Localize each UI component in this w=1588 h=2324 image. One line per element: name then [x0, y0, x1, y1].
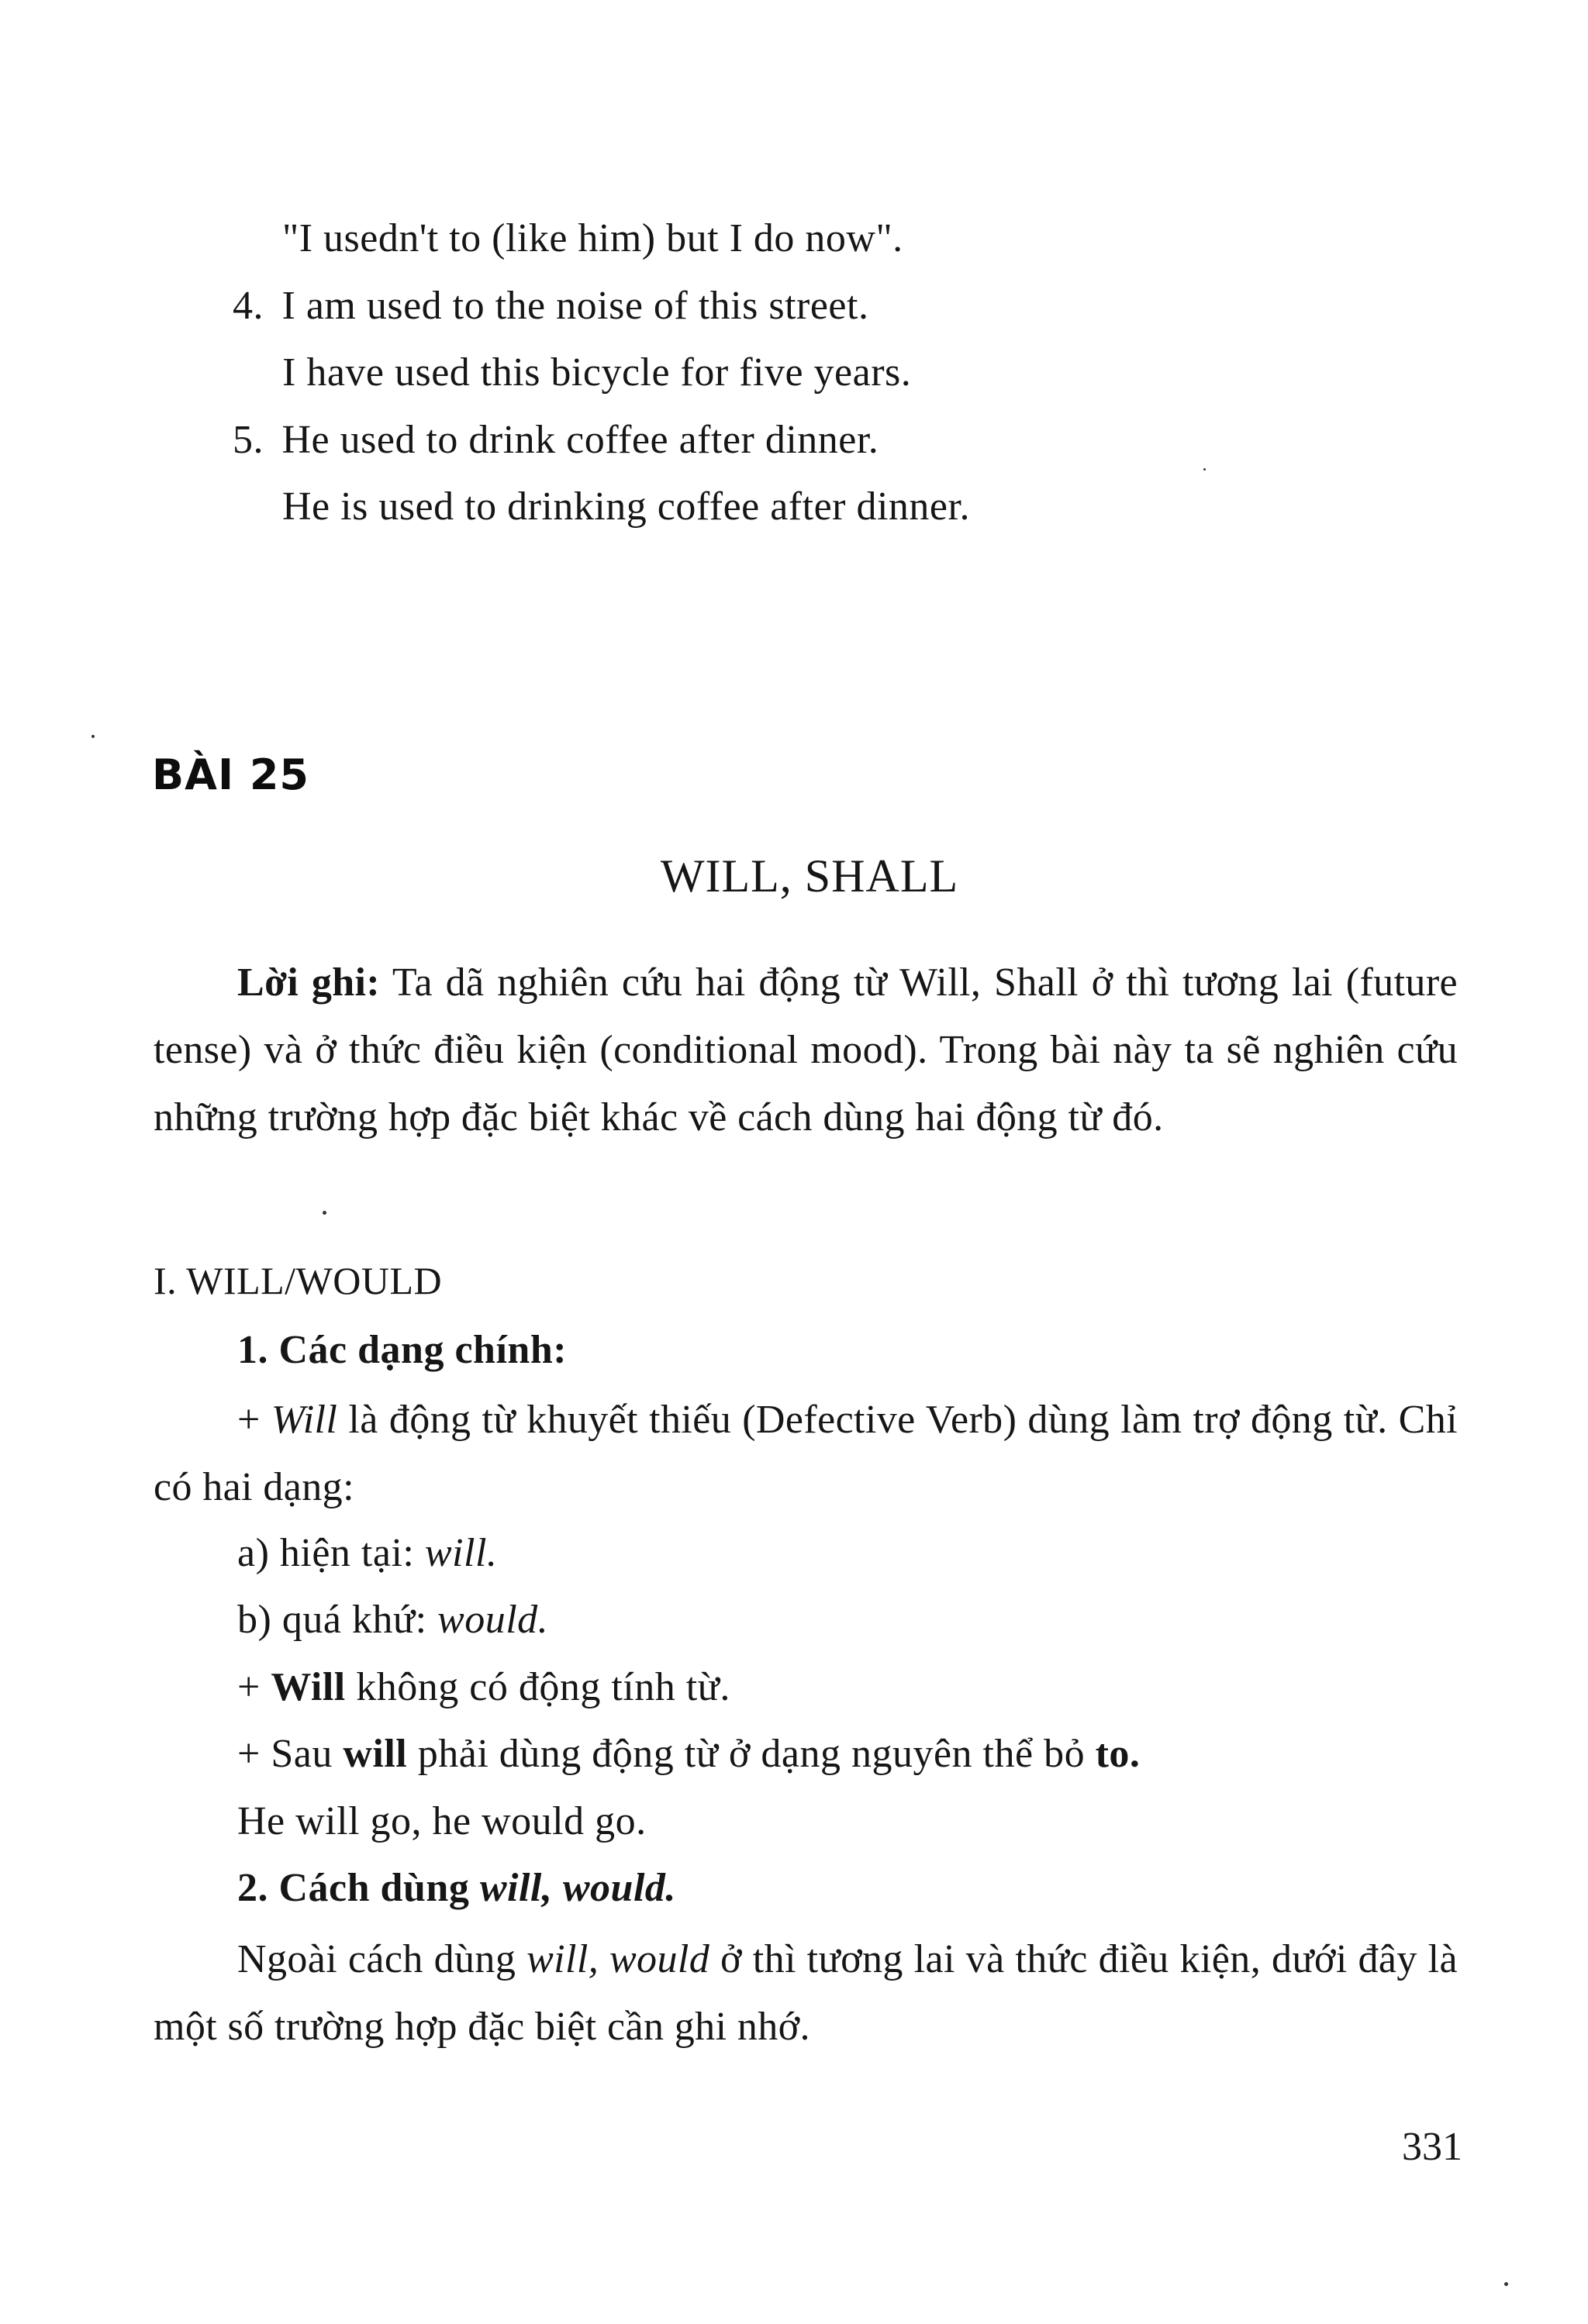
list-item-5-continuation: He is used to drinking coffee after dinner. — [282, 484, 970, 529]
paragraph-text: ở thì tương lai và thức điều kiện, dưới đây là một số trường hợp đặc biệt cần ghi nhớ. — [154, 1937, 1458, 2049]
scan-speck — [1203, 468, 1206, 471]
list-number: 5. — [233, 418, 264, 462]
list-text: I am used to the noise of this street. — [281, 284, 869, 328]
section-heading: I. WILL/WOULD — [154, 1259, 443, 1302]
form-past — [237, 1597, 548, 1643]
example-sentence: He will go, he would go. — [237, 1799, 647, 1843]
plus-sign: + — [237, 1398, 261, 1442]
plus-sign: + — [237, 1665, 261, 1709]
scan-speck — [91, 735, 95, 738]
paragraph-text: là động từ khuyết thiếu (Defective Verb) dùng làm trợ động từ. Chỉ có hai dạng: — [154, 1398, 1458, 1509]
usage-paragraph — [154, 1926, 1458, 2060]
scan-speck — [323, 1211, 326, 1215]
form-label: a) hiện tại: — [237, 1531, 415, 1575]
note-infinitive — [237, 1731, 1140, 1777]
paragraph-text: Ngoài cách dùng — [237, 1937, 516, 1981]
intro-label: Lời ghi: — [237, 960, 381, 1005]
subheading-usage — [237, 1865, 676, 1912]
note-text: không có động tính từ. — [356, 1665, 730, 1709]
term-will: Will — [271, 1398, 338, 1442]
lesson-label: BÀI 25 — [152, 750, 309, 799]
form-word: would. — [437, 1598, 549, 1642]
form-word: will. — [424, 1531, 498, 1575]
page-number: 331 — [1402, 2125, 1462, 2169]
lesson-title: WILL, SHALL — [660, 850, 959, 902]
note-prefix: + Sau — [237, 1732, 333, 1776]
intro-paragraph — [154, 949, 1458, 1151]
terms-will-would: will, would — [526, 1937, 710, 1981]
subheading-prefix: 2. Cách dùng — [237, 1866, 470, 1910]
term-will: will — [343, 1732, 408, 1776]
subheading-forms: 1. Các dạng chính: — [237, 1328, 568, 1372]
term-to: to. — [1095, 1732, 1141, 1776]
list-item-5 — [233, 417, 879, 464]
scan-speck — [1504, 2282, 1508, 2286]
form-present — [237, 1530, 497, 1577]
note-text: phải dùng động từ ở dạng nguyên thể bỏ — [417, 1732, 1086, 1776]
intro-text: Ta dã nghiên cứu hai động từ Will, Shall ở thì tương lai (future tense) và ở thức điều kiện (conditional mood). Trong bài này ta sẽ nghiên cứu những trường hợp đặc biệt khác về cách dùng hai động từ đó. — [154, 960, 1459, 1140]
list-item-4-continuation: I have used this bicycle for five years. — [282, 350, 912, 395]
defective-verb-paragraph — [154, 1386, 1458, 1521]
list-number: 4. — [233, 284, 264, 328]
form-label: b) quá khứ: — [237, 1598, 427, 1642]
subheading-terms: will, would. — [479, 1866, 676, 1910]
note-no-participle — [237, 1664, 730, 1711]
quote-line: "I usedn't to (like him) but I do now". — [282, 216, 903, 260]
list-item-4 — [233, 283, 868, 329]
list-text: He used to drink coffee after dinner. — [281, 418, 879, 462]
term-will: Will — [271, 1665, 346, 1709]
